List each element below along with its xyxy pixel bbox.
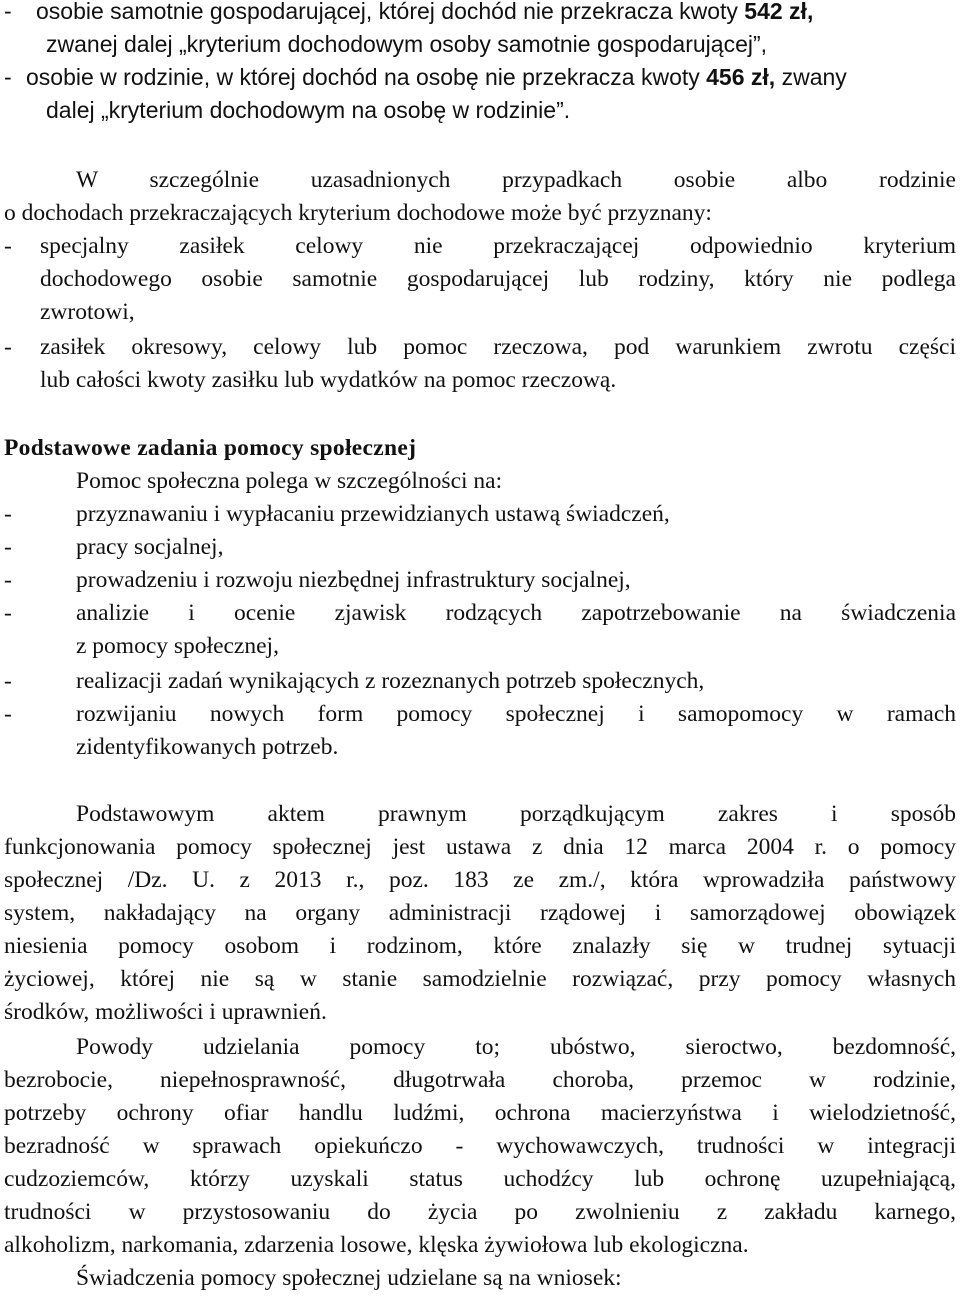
reasons-line-7: alkoholizm, narkomania, zdarzenia losowe, klęska żywiołowa lub ekologiczna. bbox=[4, 1232, 749, 1258]
special-item-1-line-2: dochodowego osobie samotnie gospodarującej lub rodziny, który nie podlega bbox=[40, 266, 956, 292]
legal-act-line-6: życiowej, której nie są w stanie samodzielnie rozwiązać, przy pomocy własnych bbox=[4, 966, 956, 992]
criteria-family-text: osobie w rodzinie, w której dochód na osobę nie przekracza kwoty bbox=[26, 64, 707, 90]
reasons-line-3: potrzeby ochrony ofiar handlu ludźmi, ochrona macierzyństwa i wielodzietność, bbox=[4, 1100, 956, 1126]
reasons-line-2: bezrobocie, niepełnosprawność, długotrwała choroba, przemoc w rodzinie, bbox=[4, 1067, 956, 1093]
special-cases-line-2: o dochodach przekraczających kryterium dochodowe może być przyznany: bbox=[4, 200, 712, 226]
tasks-intro: Pomoc społeczna polega w szczególności na: bbox=[76, 468, 503, 494]
list-dash: - bbox=[4, 600, 12, 626]
reasons-line-5: cudzoziemców, którzy uzyskali status uchodźcy lub ochronę uzupełniającą, bbox=[4, 1166, 956, 1192]
tasks-item-6-cont: zidentyfikowanych potrzeb. bbox=[76, 734, 339, 760]
special-item-2-line-2: lub całości kwoty zasiłku lub wydatków na pomoc rzeczową. bbox=[40, 367, 617, 393]
criteria-single-cont: zwanej dalej „kryterium dochodowym osoby samotnie gospodarującej”, bbox=[46, 31, 768, 57]
tasks-item-1: - przyznawaniu i wypłacaniu przewidzianych ustawą świadczeń, bbox=[4, 498, 956, 531]
reasons-line-1: Powody udzielania pomocy to; ubóstwo, sieroctwo, bezdomność, bbox=[76, 1034, 956, 1060]
legal-act-line-7: środków, możliwości i uprawnień. bbox=[4, 999, 327, 1025]
tasks-item-4: - analizie i ocenie zjawisk rodzących zapotrzebowanie na świadczenia bbox=[4, 597, 956, 630]
tasks-item-3: - prowadzeniu i rozwoju niezbędnej infrastruktury socjalnej, bbox=[4, 564, 956, 597]
legal-act-line-5: niesienia pomocy osobom i rodzinom, które znalazły się w trudnej sytuacji bbox=[4, 933, 956, 959]
special-item-1 bbox=[4, 230, 956, 263]
list-dash: - bbox=[4, 64, 12, 90]
legal-act-line-1: Podstawowym aktem prawnym porządkującym zakres i sposób bbox=[76, 801, 956, 827]
criteria-single-amount: 542 zł, bbox=[744, 0, 814, 24]
section-heading: Podstawowe zadania pomocy społecznej bbox=[4, 435, 417, 461]
benefits-line: Świadczenia pomocy społecznej udzielane są na wniosek: bbox=[76, 1265, 622, 1291]
criteria-single-line bbox=[4, 0, 956, 28]
criteria-family-cont: dalej „kryterium dochodowym na osobę w rodzinie”. bbox=[46, 97, 571, 123]
list-dash: - bbox=[4, 233, 12, 259]
list-dash: - bbox=[4, 668, 12, 694]
special-item-1-line-1: specjalny zasiłek celowy nie przekraczającej odpowiednio kryterium bbox=[40, 233, 956, 259]
list-dash: - bbox=[4, 701, 12, 727]
special-item-2 bbox=[4, 331, 956, 364]
criteria-family-line bbox=[4, 61, 956, 94]
reasons-line-6: trudności w przystosowaniu do życia po zwolnieniu z zakładu karnego, bbox=[4, 1199, 956, 1225]
list-dash: - bbox=[4, 501, 12, 527]
criteria-family-suffix: zwany bbox=[775, 64, 847, 90]
list-dash: - bbox=[4, 0, 12, 24]
legal-act-line-2: funkcjonowania pomocy społecznej jest ustawa z dnia 12 marca 2004 r. o pomocy bbox=[4, 834, 956, 860]
special-cases-line-1: W szczególnie uzasadnionych przypadkach osobie albo rodzinie bbox=[76, 167, 956, 193]
tasks-item-4-cont: z pomocy społecznej, bbox=[76, 633, 279, 659]
special-item-2-line-1: zasiłek okresowy, celowy lub pomoc rzeczowa, pod warunkiem zwrotu części bbox=[40, 334, 956, 360]
legal-act-line-3: społecznej /Dz. U. z 2013 r., poz. 183 ze zm./, która wprowadziła państwowy bbox=[4, 867, 956, 893]
tasks-item-2: - pracy socjalnej, bbox=[4, 531, 956, 564]
criteria-single-text: osobie samotnie gospodarującej, której dochód nie przekracza kwoty bbox=[36, 0, 745, 24]
list-dash: - bbox=[4, 334, 12, 360]
reasons-line-4: bezradność w sprawach opiekuńczo - wychowawczych, trudności w integracji bbox=[4, 1133, 956, 1159]
criteria-family-amount: 456 zł, bbox=[706, 64, 776, 90]
special-item-1-line-3: zwrotowi, bbox=[40, 299, 135, 325]
tasks-item-6: - rozwijaniu nowych form pomocy społecznej i samopomocy w ramach bbox=[4, 698, 956, 731]
list-dash: - bbox=[4, 567, 12, 593]
list-dash: - bbox=[4, 534, 12, 560]
tasks-item-5: - realizacji zadań wynikających z rozeznanych potrzeb społecznych, bbox=[4, 665, 956, 698]
legal-act-line-4: system, nakładający na organy administracji rządowej i samorządowej obowiązek bbox=[4, 900, 956, 926]
